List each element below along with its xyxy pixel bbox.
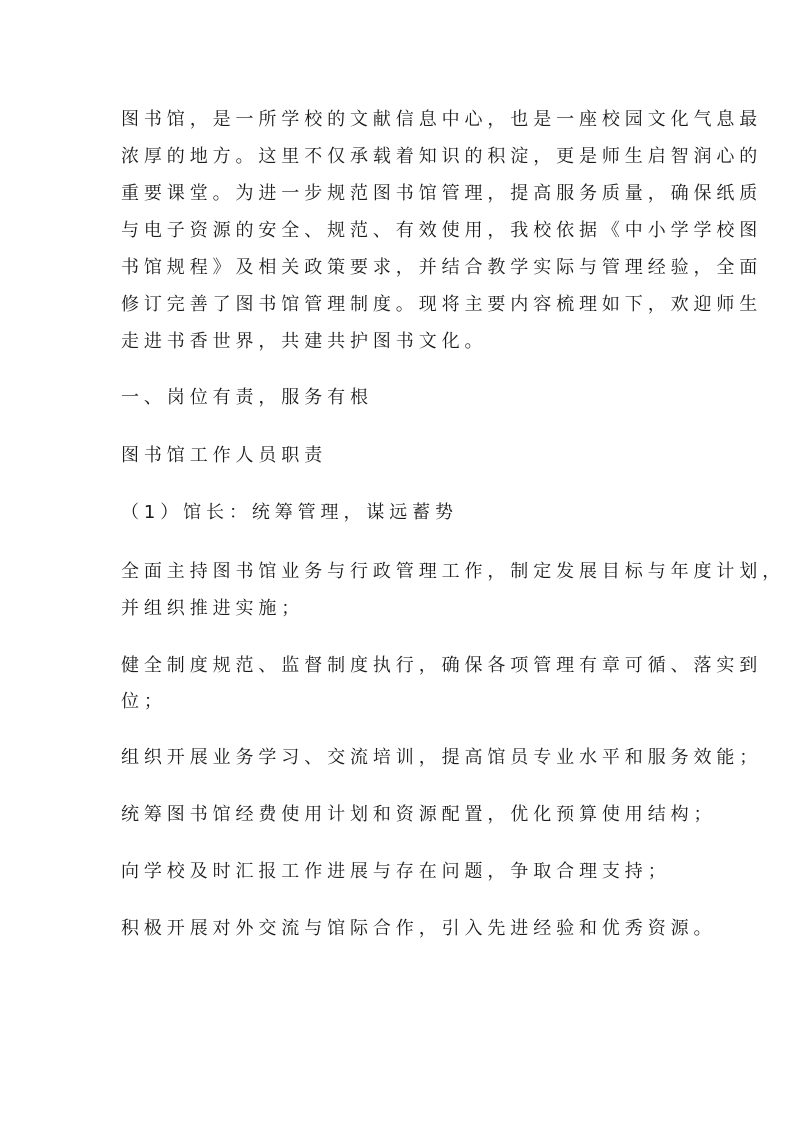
- duty-line: 并组织推进实施；: [121, 598, 305, 619]
- intro-line: 浓厚的地方。这里不仅承载着知识的积淀，更是师生启智润心的: [121, 146, 763, 167]
- intro-line: 书馆规程》及相关政策要求，并结合教学实际与管理经验，全面: [121, 257, 763, 278]
- intro-line: 重要课堂。为进一步规范图书馆管理，提高服务质量，确保纸质: [121, 183, 763, 204]
- duty-line: 向学校及时汇报工作进展与存在问题，争取合理支持；: [121, 861, 671, 882]
- duty-line: 积极开展对外交流与馆际合作，引入先进经验和优秀资源。: [121, 918, 717, 939]
- intro-line: 图书馆，是一所学校的文献信息中心，也是一座校园文化气息最: [121, 109, 763, 130]
- intro-line: 走进书香世界，共建共护图书文化。: [121, 331, 488, 352]
- duty-line: 健全制度规范、监督制度执行，确保各项管理有章可循、落实到: [121, 655, 763, 676]
- duty-line: 位；: [121, 691, 167, 712]
- duty-line: 组织开展业务学习、交流培训，提高馆员专业水平和服务效能；: [121, 747, 763, 768]
- duty-line: 全面主持图书馆业务与行政管理工作，制定发展目标与年度计划，: [121, 561, 786, 582]
- intro-line: 修订完善了图书馆管理制度。现将主要内容梳理如下，欢迎师生: [121, 294, 763, 315]
- section-heading: 一、岗位有责，服务有根: [121, 387, 373, 408]
- role-heading: （1）馆长：统筹管理，谋远蓄势: [121, 502, 458, 523]
- duty-line: 统筹图书馆经费使用计划和资源配置，优化预算使用结构；: [121, 804, 717, 825]
- subheading: 图书馆工作人员职责: [121, 445, 328, 466]
- intro-line: 与电子资源的安全、规范、有效使用，我校依据《中小学学校图: [121, 220, 763, 241]
